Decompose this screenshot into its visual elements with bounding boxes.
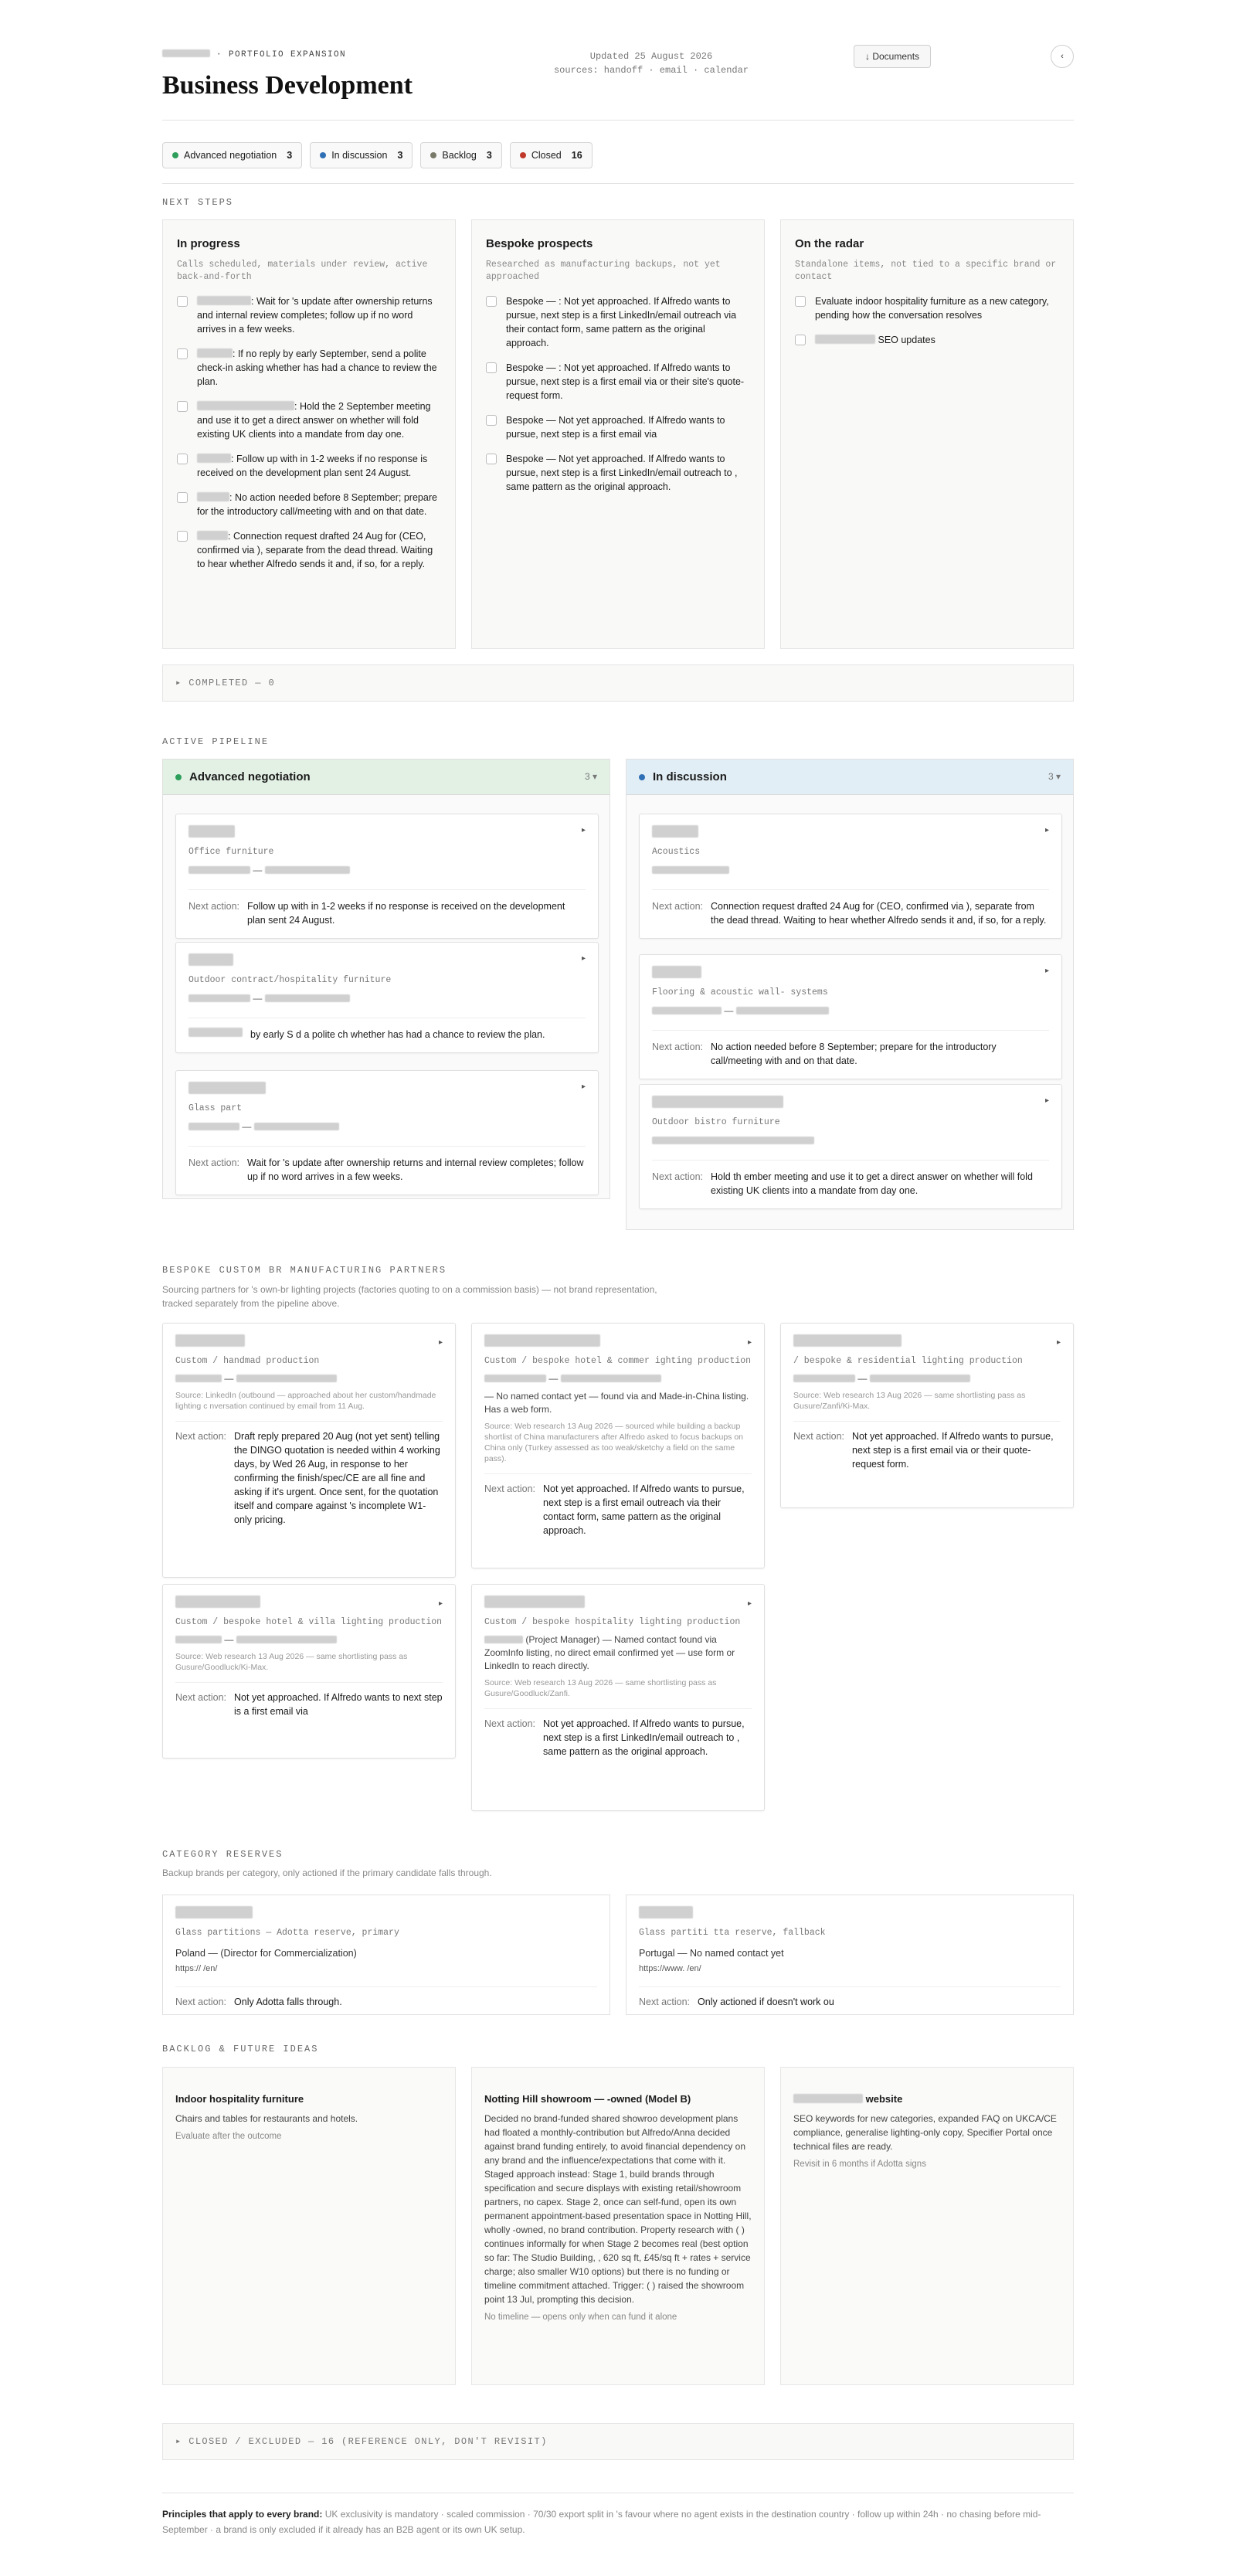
partner-card[interactable]: ▸ Custom / bespoke hospitality lighting production (Project Manager) — Named contact found via ZoomInfo listing, no direct email confirmed yet — use form or LinkedIn to reach directly. Source: Web research 13 Aug 2026 — same shortlisting pass as Gusure/Goodluck/Zanfi. Next action: Not yet approached. If Alfredo wants to pursue, next step is a first LinkedIn/email outreach to , same pattern as the original approach. (471, 1584, 765, 1811)
section-category-reserves: CATEGORY RESERVES (162, 1849, 284, 1860)
column-desc: Standalone items, not tied to a specific brand or contact (795, 259, 1057, 282)
completed-toggle[interactable]: ▸ COMPLETED — 0 (162, 664, 1074, 702)
column-title: In progress (177, 237, 240, 250)
task-item: : No action needed before 8 September; prepare for the introductory call/meeting with and on that date. (177, 491, 441, 518)
status-dot-icon (175, 774, 182, 780)
closed-excluded-toggle[interactable]: ▸ CLOSED / EXCLUDED — 16 (REFERENCE ONLY, DON'T REVISIT) (162, 2423, 1074, 2460)
expand-arrow-icon[interactable]: ▸ (1044, 967, 1049, 975)
column-advanced-negotiation (162, 759, 610, 1199)
task-item: : Connection request drafted 24 Aug for (CEO, confirmed via ), separate from the dead thread. Waiting to hear whether Alfredo sends it and, if so, for a reply. (177, 529, 441, 571)
expand-arrow-icon[interactable]: ▸ (747, 1338, 752, 1347)
section-backlog: BACKLOG & FUTURE IDEAS (162, 2044, 319, 2054)
column-title: On the radar (795, 237, 864, 250)
eyebrow: · PORTFOLIO EXPANSION (162, 49, 346, 62)
section-subtitle: Backup brands per category, only actioned if the primary candidate falls through. (162, 1867, 492, 1878)
expand-arrow-icon[interactable]: ▸ (1044, 1096, 1049, 1105)
task-item: : Hold the 2 September meeting and use it to get a direct answer on whether will fold existing UK clients into a mandate from day one. (177, 399, 441, 441)
partner-card[interactable]: ▸ Custom / bespoke hotel & commer ighting production — — No named contact yet — found via and Made-in-China listing. Has a web form. Source: Web research 13 Aug 2026 — sourced while building a backup shortlist of China manufacturers after Alfredo asked to focus backups on China only (Turkey assessed as too weak/sketchy a field on the same pass). Next action: Not yet approached. If Alfredo wants to pursue, next step is a first email outreach via their contact form, same pattern as the original approach. (471, 1323, 765, 1568)
task-checkbox[interactable] (486, 454, 497, 464)
documents-button[interactable]: ↓ Documents (854, 45, 931, 68)
column-header[interactable]: In discussion 3 ▾ (626, 760, 1073, 795)
column-desc: Calls scheduled, materials under review, active back-and-forth (177, 259, 428, 282)
expand-arrow-icon[interactable]: ▸ (1056, 1338, 1061, 1347)
task-item: : Follow up with in 1-2 weeks if no response is received on the development plan sent 24 August. (177, 452, 441, 480)
partner-card[interactable]: ▸ / bespoke & residential lighting production — Source: Web research 13 Aug 2026 — same shortlisting pass as Gusure/Zanfi/Ki-Max. Next action: Not yet approached. If Alfredo wants to pursue, next step is a first email via or their quote-request form. (780, 1323, 1074, 1508)
task-checkbox[interactable] (177, 348, 188, 359)
status-dot-icon (320, 152, 326, 158)
expand-arrow-icon[interactable]: ▸ (581, 826, 586, 834)
pipeline-card[interactable]: ▸ Outdoor bistro furniture Next action: Hold th ember meeting and use it to get a direct answer on whether will fold existing UK clients into a mandate from day one. (639, 1084, 1062, 1209)
principles-note: Principles that apply to every brand: UK exclusivity is mandatory · scaled commission · 70/30 export split in 's favour where no agent exists in the destination country · follow up within 24h · no chasing before mid-September · a brand is only excluded if it already has an B2B agent or its own UK setup. (162, 2509, 1041, 2535)
expand-arrow-icon[interactable]: ▸ (581, 1082, 586, 1091)
expand-arrow-icon[interactable]: ▸ (1044, 826, 1049, 834)
pipeline-card[interactable]: ▸ Acoustics Next action: Connection request drafted 24 Aug for (CEO, confirmed via ), separate from the dead thread. Waiting to hear whether Alfredo sends it and, if so, for a reply. (639, 814, 1062, 939)
task-item: Bespoke — : Not yet approached. If Alfredo wants to pursue, next step is a first LinkedIn/email outreach via their contact form, same pattern as the original approach. (486, 294, 750, 350)
task-item: Bespoke — Not yet approached. If Alfredo wants to pursue, next step is a first email via (486, 413, 750, 441)
task-checkbox[interactable] (177, 531, 188, 542)
column-in-discussion (626, 759, 1074, 1230)
status-dot-icon (520, 152, 526, 158)
section-bespoke-partners: BESPOKE CUSTOM BR MANUFACTURING PARTNERS (162, 1265, 447, 1276)
task-checkbox[interactable] (486, 362, 497, 373)
expand-arrow-icon[interactable]: ▸ (438, 1338, 443, 1347)
task-item: : Wait for 's update after ownership returns and internal review completes; follow up if no word arrives in a few weeks. (177, 294, 441, 336)
task-item: : If no reply by early September, send a polite check-in asking whether has had a chance to review the plan. (177, 347, 441, 389)
reserve-card[interactable]: Glass partitions — Adotta reserve, primary Poland — (Director for Commercialization) https:// /en/ Next action: Only Adotta falls through. (162, 1895, 610, 2015)
task-checkbox[interactable] (486, 296, 497, 307)
column-header[interactable]: Advanced negotiation 3 ▾ (163, 760, 610, 795)
task-checkbox[interactable] (795, 296, 806, 307)
partner-card[interactable]: ▸ Custom / bespoke hotel & villa lighting production — Source: Web research 13 Aug 2026 — same shortlisting pass as Gusure/Goodluck/Ki-Max. Next action: Not yet approached. If Alfredo wants to next step is a first email via (162, 1584, 456, 1759)
task-checkbox[interactable] (177, 492, 188, 503)
backlog-card[interactable]: website SEO keywords for new categories, expanded FAQ on UKCA/CE compliance, generalise lighting-only copy, Specifier Portal once technical files are ready. Revisit in 6 months if Adotta signs (780, 2067, 1074, 2385)
pipeline-card[interactable]: ▸ Office furniture — Next action: Follow up with in 1-2 weeks if no response is received on the development plan sent 24 August. (175, 814, 599, 939)
reserve-card[interactable]: Glass partiti tta reserve, fallback Portugal — No named contact yet https://www. /en/ Next action: Only actioned if doesn't work ou (626, 1895, 1074, 2015)
backlog-card[interactable]: Indoor hospitality furniture Chairs and tables for restaurants and hotels. Evaluate after the outcome (162, 2067, 456, 2385)
pill-discussion[interactable]: In discussion 3 (310, 142, 413, 168)
pipeline-card[interactable]: ▸ Outdoor contract/hospitality furniture — by early S d a polite ch whether has had a chance to review the plan. (175, 942, 599, 1053)
task-checkbox[interactable] (795, 335, 806, 345)
task-item: Evaluate indoor hospitality furniture as a new category, pending how the conversation resolves (795, 294, 1059, 322)
expand-arrow-icon[interactable]: ▸ (747, 1599, 752, 1608)
divider (162, 120, 1074, 121)
status-dot-icon (172, 152, 178, 158)
page-header (162, 48, 1074, 117)
backlog-card[interactable]: Notting Hill showroom — -owned (Model B) Decided no brand-funded shared showroo development plans had floated a monthly-contribution but Alfredo/Anna decided against brand funding entirely, to avoid financial dependency on any brand and the influence/expectations that come with it. Staged approach instead: Stage 1, build brands through specification and secure displays with existing retail/showroom partners, no capex. Stage 2, once can self-fund, open its own permanent appointment-based presentation space in Notting Hill, wholly -owned, no brand contribution. Property research with ( ) continues informally for when Stage 2 becomes real (best option so far: The Studio Building, , 620 sq ft, £45/sq ft + rates + service charge; also smaller W10 options) but there is no funding or timeline commitment attached. Trigger: ( ) raised the showroom point 13 Jul, prompting this decision. No timeline — opens only when can fund it alone (471, 2067, 765, 2385)
status-dot-icon (639, 774, 645, 780)
update-meta (531, 49, 771, 77)
task-checkbox[interactable] (177, 401, 188, 412)
column-bespoke-prospects (471, 219, 765, 649)
section-next-steps: NEXT STEPS (162, 197, 234, 208)
task-item: SEO updates (795, 333, 1059, 347)
task-item: Bespoke — : Not yet approached. If Alfredo wants to pursue, next step is a first email via or their site's quote-request form. (486, 361, 750, 403)
section-subtitle: Sourcing partners for 's own-br lighting projects (factories quoting to on a commission basis) — not brand representation, tracked separately from the pipeline above. (162, 1284, 657, 1309)
updated-date: Updated 25 August 2026 (589, 51, 713, 62)
task-checkbox[interactable] (177, 296, 188, 307)
status-pills (162, 142, 593, 168)
column-title: Bespoke prospects (486, 237, 593, 250)
expand-arrow-icon[interactable]: ▸ (581, 954, 586, 963)
expand-arrow-icon[interactable]: ▸ (438, 1599, 443, 1608)
pipeline-card[interactable]: ▸ Flooring & acoustic wall- systems — Next action: No action needed before 8 September; prepare for the introductory call/meeting with and on that date. (639, 954, 1062, 1079)
column-in-progress (162, 219, 456, 649)
pill-backlog[interactable]: Backlog 3 (420, 142, 501, 168)
pill-advanced[interactable]: Advanced negotiation 3 (162, 142, 302, 168)
pill-closed[interactable]: Closed 16 (510, 142, 593, 168)
task-checkbox[interactable] (177, 454, 188, 464)
section-active-pipeline: ACTIVE PIPELINE (162, 736, 270, 747)
task-checkbox[interactable] (486, 415, 497, 426)
task-item: Bespoke — Not yet approached. If Alfredo wants to pursue, next step is a first LinkedIn/email outreach to , same pattern as the original approach. (486, 452, 750, 494)
page-title: Business Development (162, 71, 413, 100)
partner-card[interactable]: ▸ Custom / handmad production — Source: LinkedIn (outbound — approached about her custom/handmade lighting c nversation continued by email from 11 Aug. Next action: Draft reply prepared 20 Aug (not yet sent) telling the DINGO quotation is needed within 4 working days, by Wed 26 Aug, in response to her confirming the finish/spec/CE are all fine and asking if it's urgent. Once sent, for the quotation itself and compare against 's incomplete W1-only pricing. (162, 1323, 456, 1578)
collapse-icon[interactable]: ‹ (1051, 45, 1074, 68)
column-on-the-radar (780, 219, 1074, 649)
sources-line: sources: handoff · email · calendar (553, 65, 749, 76)
pipeline-card[interactable]: ▸ Glass part — Next action: Wait for 's update after ownership returns and internal review completes; follow up if no word arrives in a few weeks. (175, 1070, 599, 1195)
column-desc: Researched as manufacturing backups, not yet approached (486, 259, 721, 282)
status-dot-icon (430, 152, 436, 158)
divider (162, 183, 1074, 184)
